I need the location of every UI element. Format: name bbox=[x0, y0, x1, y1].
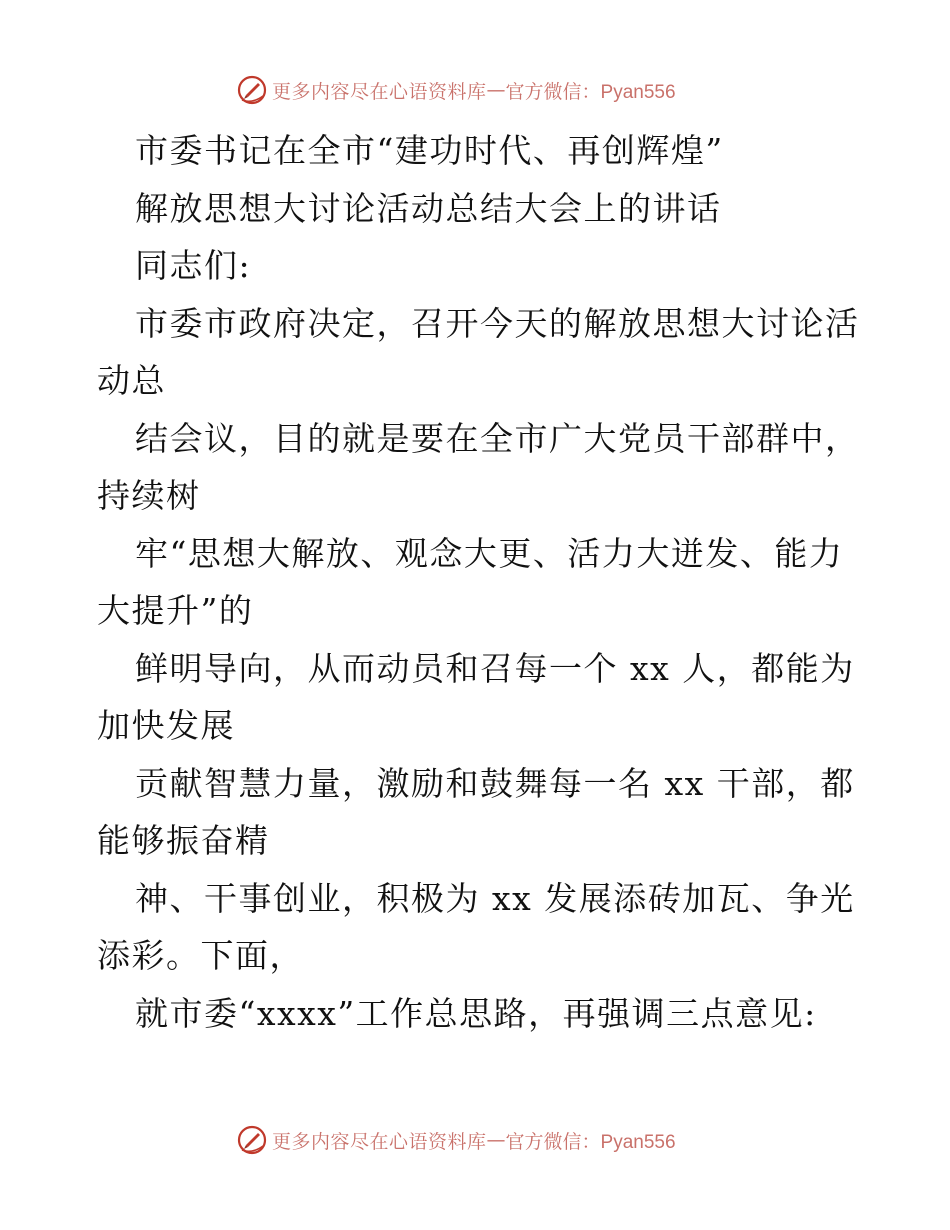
watermark-logo-icon bbox=[236, 74, 268, 106]
doc-paragraph-line: 持续树 bbox=[97, 476, 201, 515]
footer-watermark bbox=[236, 1123, 676, 1157]
doc-paragraph-line: 鲜明导向，从而动员和召每一个 xx 人，都能为 bbox=[135, 648, 855, 688]
doc-title-line-1: 市委书记在全市“建功时代、再创辉煌” bbox=[135, 131, 724, 170]
doc-paragraph-line: 加快发展 bbox=[97, 706, 235, 745]
doc-paragraph-line: 就市委“xxxx”工作总思路，再强调三点意见: bbox=[135, 993, 817, 1033]
watermark-dash: — bbox=[486, 79, 506, 101]
doc-paragraph-line: 神、干事创业，积极为 xx 发展添砖加瓦、争光 bbox=[135, 878, 855, 918]
watermark-logo-icon bbox=[236, 1124, 268, 1156]
doc-salutation: 同志们: bbox=[135, 246, 252, 285]
header-watermark bbox=[236, 73, 676, 107]
doc-paragraph-line: 添彩。下面， bbox=[97, 936, 304, 975]
doc-paragraph-line: 结会议，目的就是要在全市广大党员干部群中， bbox=[135, 418, 860, 458]
doc-paragraph-line: 动总 bbox=[97, 361, 166, 400]
watermark-dash: — bbox=[486, 1129, 506, 1151]
document-body bbox=[97, 122, 860, 1042]
doc-paragraph-line: 大提升”的 bbox=[97, 591, 254, 630]
doc-paragraph-line: 能够振奋精 bbox=[97, 821, 270, 860]
watermark-text: 更多内容尽在心语资料库 bbox=[272, 80, 487, 103]
watermark-contact: 官方微信：Pyan556 bbox=[505, 81, 676, 103]
doc-title-line-2: 解放思想大讨论活动总结大会上的讲话 bbox=[135, 188, 722, 228]
watermark-text: 更多内容尽在心语资料库 bbox=[272, 1130, 487, 1153]
watermark-contact: 官方微信：Pyan556 bbox=[505, 1131, 676, 1153]
doc-paragraph-line: 贡献智慧力量，激励和鼓舞每一名 xx 干部，都 bbox=[135, 763, 855, 803]
doc-paragraph-line: 市委市政府决定，召开今天的解放思想大讨论活 bbox=[135, 303, 860, 343]
doc-paragraph-line: 牢“思想大解放、观念大更、活力大迸发、能力 bbox=[135, 533, 844, 573]
